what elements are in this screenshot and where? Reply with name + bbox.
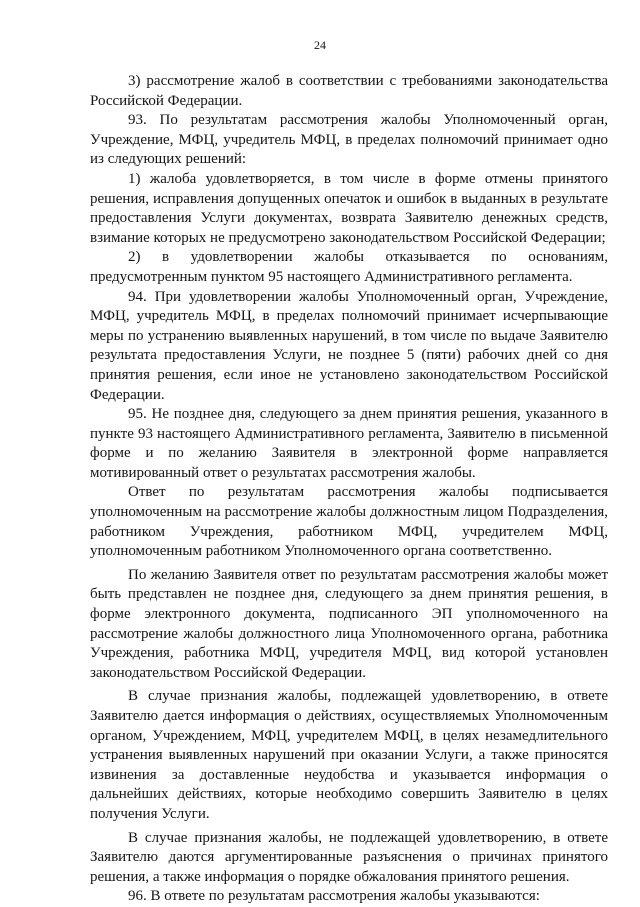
paragraph-94: 94. При удовлетворении жалобы Уполномоченный орган, Учреждение, МФЦ, учредитель МФЦ, в пределах полномочий принимает исчерпывающие меры по устранению выявленных нарушений, в том числе по выдаче Заявителю результата предоставления Услуги, не позднее 5 (пяти) рабочих дней со дня принятия решения, если иное не установлено законодательством Российской Федерации. (90, 288, 608, 403)
page-number: 24 (314, 38, 326, 52)
paragraph-electronic-response: По желанию Заявителя ответ по результатам рассмотрения жалобы может быть представлен не позднее дня, следующего за днем принятия решения, в форме электронного документа, подписанного ЭП уполномоченного на рассмотрение жалобы должностного лица Уполномоченного органа, работника Учреждения, работника МФЦ, учредителя МФЦ, вид которой установлен законодательством Российской Федерации. (90, 566, 608, 681)
paragraph-96: 96. В ответе по результатам рассмотрения жалобы указываются: (128, 888, 540, 905)
paragraph-95: 95. Не позднее дня, следующего за днем принятия решения, указанного в пункте 93 настоящего Административного регламента, Заявителю в письменной форме и по желанию Заявителя в электронной форме направляется мотивированный ответ о результатах рассмотрения жалобы. (90, 406, 608, 481)
paragraph-complaint-rejected: В случае признания жалобы, не подлежащей удовлетворению, в ответе Заявителю даются аргументированные разъяснения о причинах принятого решения, а также информация о порядке обжалования принятого решения. (90, 829, 608, 885)
paragraph-93-option-2: 2) в удовлетворении жалобы отказывается по основаниям, предусмотренным пунктом 95 настоящего Административного регламента. (90, 249, 608, 285)
paragraph-93-decisions: 93. По результатам рассмотрения жалобы Уполномоченный орган, Учреждение, МФЦ, учредитель МФЦ, в пределах полномочий принимает одно из следующих решений: (90, 112, 608, 168)
paragraph-response-signing: Ответ по результатам рассмотрения жалобы подписывается уполномоченным на рассмотрение жалобы должностным лицом Подразделения, работником Учреждения, работником МФЦ, учредителем МФЦ, уполномоченным работником Уполномоченного органа соответственно. (90, 484, 608, 560)
page-body (90, 72, 608, 907)
paragraph-93-option-1: 1) жалоба удовлетворяется, в том числе в форме отмены принятого решения, исправления допущенных опечаток и ошибок в выданных в результате предоставления Услуги документах, возврата Заявителю денежных средств, взимание которых не предусмотрено законодательством Российской Федерации; (90, 170, 608, 246)
paragraph-complaint-satisfied: В случае признания жалобы, подлежащей удовлетворению, в ответе Заявителю дается информация о действиях, осуществляемых Уполномоченным органом, Учреждением, МФЦ, учредителем МФЦ, в целях незамедлительного устранения выявленных нарушений при оказании Услуги, а также приносятся извинения за доставленные неудобства и указывается информация о дальнейших действиях, которые необходимо совершить Заявителю в целях получения Услуги. (90, 688, 608, 822)
paragraph-item-3-complaints-review: 3) рассмотрение жалоб в соответствии с требованиями законодательства Российской Федерации. (90, 73, 608, 109)
